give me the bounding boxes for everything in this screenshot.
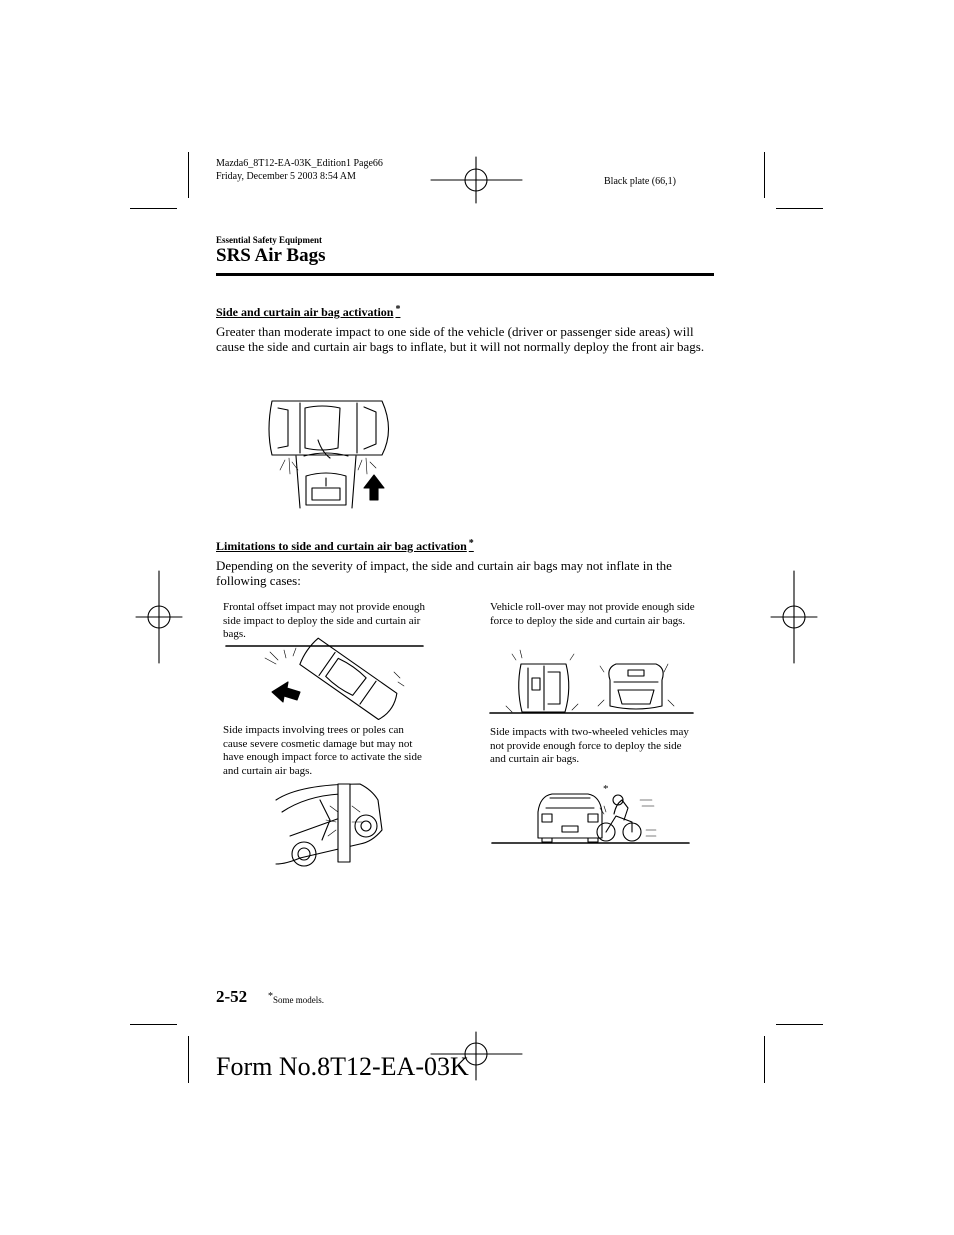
page-title: SRS Air Bags (216, 245, 326, 266)
case-caption-two-wheeled: Side impacts with two-wheeled vehicles may not provide enough force to deploy the side and curtain air bags. (490, 726, 689, 765)
case-caption-pole: Side impacts involving trees or poles can cause severe cosmetic damage but may not have enough impact force to activate the side and curtain air bags. (223, 724, 422, 777)
footnote (268, 991, 324, 1005)
limitations-heading: Limitations to side and curtain air bag activation * (216, 538, 474, 553)
some-models-mark: * (468, 538, 474, 549)
activation-text: Greater than moderate impact to one side of the vehicle (driver or passenger side areas) will cause the side and curtain air bags to inflate, but it will not normally deploy the front air bags. (216, 324, 705, 354)
footnote-mark: * (268, 991, 273, 1002)
motorcycle-some-models-mark: * (603, 783, 609, 795)
some-models-mark: * (395, 304, 401, 315)
activation-heading: Side and curtain air bag activation * (216, 304, 401, 319)
print-header-date: Friday, December 5 2003 8:54 AM (216, 171, 356, 182)
print-header-file: Mazda6_8T12-EA-03K_Edition1 Page66 (216, 158, 383, 169)
case-caption-rollover: Vehicle roll-over may not provide enough side force to deploy the side and curtain air bags. (490, 601, 695, 627)
limitations-intro: Depending on the severity of impact, the side and curtain air bags may not inflate in the following cases: (216, 558, 672, 588)
black-plate-label: Black plate (66,1) (604, 176, 676, 187)
footnote-text: Some models. (273, 995, 324, 1005)
form-number: Form No.8T12-EA-03K (216, 1052, 469, 1081)
case-caption-frontal-offset: Frontal offset impact may not provide enough side impact to deploy the side and curtain air bags. (223, 601, 426, 640)
page-number: 2-52 (216, 987, 248, 1006)
section-label: Essential Safety Equipment (216, 235, 323, 245)
